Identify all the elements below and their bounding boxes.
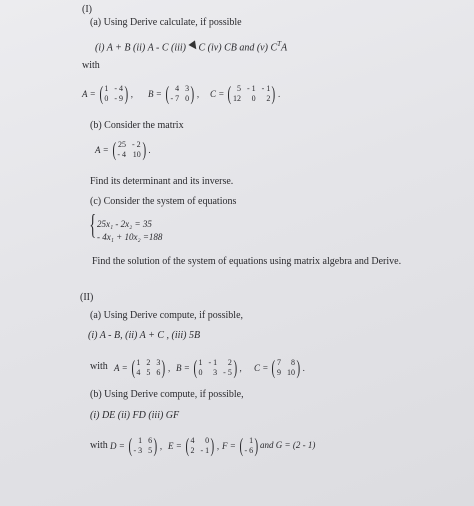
matrix-f-part2: F = ( 1 - 6 ) <box>222 434 259 457</box>
matrix-e-part2: E = ( 4 0 2 - 1 ) , <box>168 434 220 457</box>
matrix-c-part2: C = ( 7 8 9 10 ) . <box>254 356 305 379</box>
part-two-heading: (II) <box>80 292 94 303</box>
part-one-b-title: (b) Consider the matrix <box>90 120 184 131</box>
matrix-c-part1: C = ( 5 - 1 - 1 12 0 2 ) . <box>210 82 281 105</box>
part-two-a-title: (a) Using Derive compute, if possible, <box>90 310 244 321</box>
with-label-3: with <box>90 440 108 451</box>
part-one-a-items: (i) A + B (ii) A - C (iii) C (iv) CB and (v) $C^TA$ <box>95 40 288 54</box>
matrix-a-part1-b: A = ( 25 - 2 - 4 10 ) . <box>95 138 151 161</box>
part-one-a-title: (a) Using Derive calculate, if possible <box>90 17 242 28</box>
part-two-b-items: (i) DE (ii) FD (iii) GF <box>90 410 180 421</box>
part-one-heading: (I) <box>82 4 92 15</box>
mouse-cursor-icon <box>188 41 199 52</box>
part-two-b-title: (b) Using Derive compute, if possible, <box>90 389 244 400</box>
matrix-d-part2: D = ( 1 6 - 3 5 ) , <box>110 434 163 457</box>
part-two-a-items: (i) A - B, (ii) A + C , (iii) 5B <box>88 330 201 341</box>
with-label-2: with <box>90 361 108 372</box>
with-label-1: with <box>82 60 100 71</box>
matrix-b-part2: B = ( 1 - 1 2 0 3 - 5 ) , <box>176 356 242 379</box>
matrix-g-text: and G = (2 - 1) <box>260 440 316 450</box>
part-one-c-text: Find the solution of the system of equations using matrix algebra and Derive. <box>92 256 402 267</box>
equation-brace: { <box>89 210 97 241</box>
matrix-a-part1: A = ( 1 - 4 0 - 9 ) , <box>82 82 133 105</box>
matrix-b-part1: B = ( 4 3 - 7 0 ) , <box>148 82 200 105</box>
part-one-b-text: Find its determinant and its inverse. <box>90 176 234 187</box>
equation-2: - 4x₁ + 10x₂ =188 <box>97 232 163 242</box>
part-one-c-title: (c) Consider the system of equations <box>90 196 237 207</box>
matrix-a-part2: A = ( 1 2 3 4 5 6 ) , <box>114 356 171 379</box>
equation-1: 25x₁ - 2x₂ = 35 <box>97 219 152 229</box>
